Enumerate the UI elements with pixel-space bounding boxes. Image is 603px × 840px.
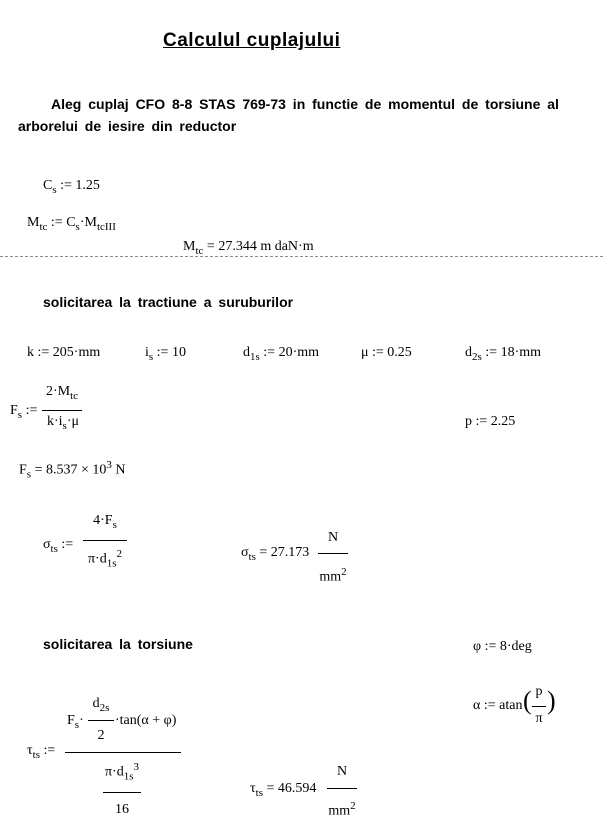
page-title: Calculul cuplajului bbox=[163, 30, 341, 51]
is-value: 10 bbox=[171, 345, 186, 360]
tau-unit-mm: mm bbox=[328, 803, 351, 819]
k-definition: k := 205·mm bbox=[27, 345, 101, 360]
tau-unit-numerator: N bbox=[336, 764, 348, 779]
alpha-denominator: π bbox=[535, 711, 543, 726]
mtc-definition: $M_{tc}$ := $C_s\cdot M_{tcIII}$ bbox=[27, 215, 116, 233]
page-break-separator bbox=[0, 256, 603, 257]
section-torsion-heading: solicitarea la torsiune bbox=[43, 636, 193, 652]
dis-value: 20 bbox=[278, 345, 293, 360]
fs-fraction-bar bbox=[42, 410, 82, 411]
k-unit: mm bbox=[78, 345, 101, 360]
tau-num-fs: $F_s\cdot$ bbox=[67, 713, 84, 731]
sigma-unit-denominator bbox=[315, 566, 351, 586]
phi-value: 8 bbox=[499, 639, 507, 654]
intro-line-2: arborelui de iesire din reductor bbox=[18, 118, 237, 134]
tau-num-tan: ·tan(α + φ) bbox=[115, 713, 177, 728]
alpha-paren-right: ) bbox=[547, 686, 556, 715]
dis-definition: $d_{1s}$ := 20·mm bbox=[243, 345, 320, 363]
tau-num-two: 2 bbox=[97, 728, 105, 743]
phi-unit: deg bbox=[511, 639, 532, 654]
sigma-unit-bar bbox=[318, 553, 348, 554]
sigma-den-exponent: 2 bbox=[116, 548, 122, 560]
fs-result-exponent: 3 bbox=[106, 459, 112, 471]
mu-definition: μ := 0.25 bbox=[361, 345, 412, 360]
sigma-label: $\sigma_{ts}$ := bbox=[43, 537, 74, 555]
sigma-fraction-bar bbox=[83, 540, 127, 541]
fs-denominator: $k\cdot i_s\cdot\mu$ bbox=[46, 414, 79, 432]
cs-definition: $C_s$ := 1.25 bbox=[43, 178, 100, 196]
alpha-definition: α := atan bbox=[473, 698, 523, 713]
p-value: 2.25 bbox=[490, 414, 516, 429]
tau-num-d2s: $d_{2s}$ bbox=[92, 696, 110, 714]
k-value: 205 bbox=[52, 345, 74, 360]
alpha-paren-left: ( bbox=[523, 686, 532, 715]
sigma-unit-exponent: 2 bbox=[341, 566, 347, 578]
tau-unit-denominator bbox=[324, 800, 360, 820]
mtc-result-unit: m daN·m bbox=[260, 239, 314, 254]
tau-den-bar bbox=[103, 792, 141, 793]
tau-num-d2s-bar bbox=[88, 720, 114, 721]
d2s-value: 18 bbox=[500, 345, 515, 360]
mtc-result: $M_{tc} = 27.344$ m daN·m bbox=[183, 239, 314, 257]
d2s-definition: $d_{2s}$ := 18·mm bbox=[465, 345, 542, 363]
sigma-unit-numerator: N bbox=[327, 530, 339, 545]
fs-result-unit: N bbox=[115, 462, 126, 478]
tau-unit-exponent: 2 bbox=[350, 800, 356, 812]
sigma-denominator: $\pi\cdot d_{1s}^2$ bbox=[87, 548, 122, 570]
section-tension-heading: solicitarea la tractiune a suruburilor bbox=[43, 294, 294, 310]
dis-unit: mm bbox=[297, 345, 320, 360]
fs-numerator: $2\cdot M_{tc}$ bbox=[45, 384, 79, 402]
tau-fraction-bar bbox=[65, 752, 181, 753]
sigma-result-value: 27.173 bbox=[270, 545, 310, 560]
mtc-result-value: 27.344 bbox=[218, 239, 257, 254]
tau-result-value: 46.594 bbox=[277, 781, 317, 796]
fs-label: $F_s$ := bbox=[10, 403, 38, 421]
tau-label: $\tau_{ts}$ := bbox=[27, 743, 56, 761]
tau-result: $\tau_{ts} = 46.594$ bbox=[250, 781, 317, 799]
alpha-numerator: p bbox=[535, 684, 543, 699]
sigma-numerator: $4\cdot F_s$ bbox=[93, 513, 117, 531]
fs-result-mantissa: 8.537 bbox=[45, 462, 78, 478]
fs-result: $F_s = 8.537 \times 10^3$ N bbox=[19, 459, 126, 481]
is-definition: $i_s$ := 10 bbox=[145, 345, 186, 363]
cs-value: 1.25 bbox=[75, 178, 100, 193]
mu-value: 0.25 bbox=[387, 345, 412, 360]
phi-definition: φ := 8·deg bbox=[473, 639, 532, 654]
tau-den-exponent: 3 bbox=[133, 761, 139, 773]
sigma-result: $\sigma_{ts} = 27.173$ bbox=[241, 545, 310, 563]
p-definition: p := 2.25 bbox=[465, 414, 516, 429]
alpha-fraction-bar bbox=[532, 706, 546, 707]
tau-unit-bar bbox=[327, 788, 357, 789]
tau-den-top: $\pi\cdot d_{1s}^3$ bbox=[104, 761, 139, 783]
intro-line-1: Aleg cuplaj CFO 8-8 STAS 769-73 in functie de momentul de torsiune al bbox=[51, 96, 559, 112]
tau-den-sixteen: 16 bbox=[115, 802, 129, 817]
sigma-unit-mm: mm bbox=[319, 569, 342, 585]
d2s-unit: mm bbox=[519, 345, 542, 360]
